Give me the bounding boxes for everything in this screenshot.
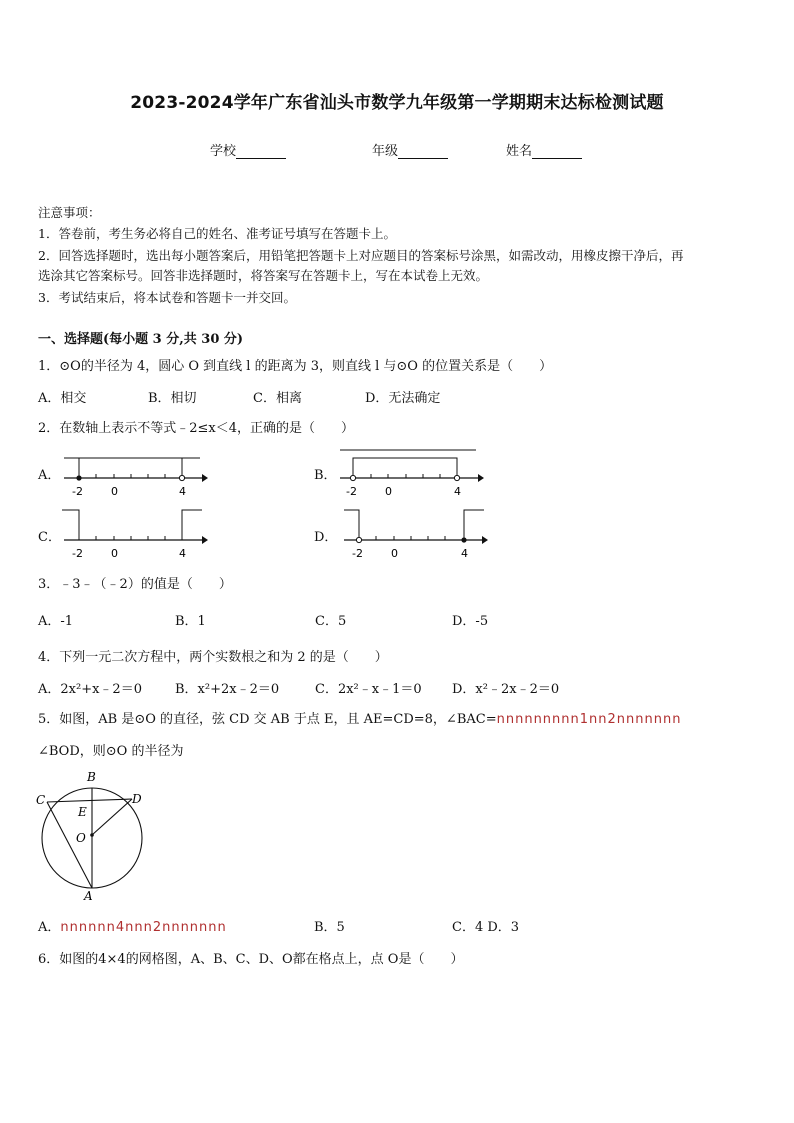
q5-option-a-prefix: A． <box>38 920 61 935</box>
q4-option-b: B．x²+2x﹣2＝0 <box>175 682 280 697</box>
page-title: 2023-2024学年广东省汕头市数学九年级第一学期期末达标检测试题 <box>130 93 664 113</box>
tick-label: -2 <box>352 547 363 560</box>
note-2a: 2．回答选择题时，选出每小题答案后，用铅笔把答题卡上对应题目的答案标号涂黑，如需改动，用橡皮擦干净后，再 <box>38 248 684 263</box>
school-blank <box>236 146 286 159</box>
name-field <box>506 140 582 159</box>
name-label: 姓名 <box>506 144 533 159</box>
q3-option-b: B．1 <box>175 614 206 629</box>
q3-stem: 3．﹣3﹣（﹣2）的值是（ ） <box>38 577 232 592</box>
note-1: 1．答卷前，考生务必将自己的姓名、准考证号填写在答题卡上。 <box>38 226 396 241</box>
q6-stem: 6．如图的4×4的网格图，A、B、C、D、O都在格点上，点 O是（ ） <box>38 952 464 967</box>
tick-label: 0 <box>111 485 118 498</box>
q1-option-c: C．相离 <box>253 391 302 406</box>
tick-label: 4 <box>179 547 186 560</box>
q5-stem-text: 5．如图，AB 是⊙O 的直径，弦 CD 交 AB 于点 E，且 AE=CD=8，∠BAC= <box>38 712 497 727</box>
tick-label: 0 <box>391 547 398 560</box>
q4-option-c: C．2x²﹣x﹣1＝0 <box>315 682 422 697</box>
number-line-b <box>336 446 486 498</box>
section-heading: 一、选择题(每小题 3 分,共 30 分) <box>38 332 244 347</box>
number-line-a <box>60 446 210 498</box>
school-field <box>210 140 286 159</box>
point-label-a: A <box>84 889 93 902</box>
q5-option-a <box>38 916 227 935</box>
q2-option-d: D． <box>314 530 338 545</box>
q4-stem: 4．下列一元二次方程中，两个实数根之和为 2 的是（ ） <box>38 650 388 665</box>
grade-label: 年级 <box>372 144 399 159</box>
number-line-d <box>340 506 490 560</box>
q5-option-cd: C．4 D．3 <box>452 920 520 935</box>
tick-label: -2 <box>72 485 83 498</box>
grade-field <box>372 140 448 159</box>
school-label: 学校 <box>210 144 237 159</box>
point-label-e: E <box>78 805 87 819</box>
q5-option-b: B．5 <box>314 920 345 935</box>
point-label-o: O <box>76 831 86 845</box>
q2-option-c: C． <box>38 530 61 545</box>
notes-heading: 注意事项： <box>38 205 101 220</box>
q1-option-a: A．相交 <box>38 391 87 406</box>
q1-option-b: B．相切 <box>148 391 197 406</box>
q1-option-d: D．无法确定 <box>365 391 441 406</box>
grade-blank <box>398 146 448 159</box>
q3-option-c: C．5 <box>315 614 347 629</box>
q5-stem-cont: ∠BOD，则⊙O 的半径为 <box>38 744 184 759</box>
point-label-d: D <box>132 792 142 806</box>
name-blank <box>532 146 582 159</box>
note-2b: 选涂其它答案标号。回答非选择题时，将答案写在答题卡上，写在本试卷上无效。 <box>38 268 489 283</box>
tick-label: 0 <box>385 485 392 498</box>
tick-label: 4 <box>179 485 186 498</box>
q5-stem <box>38 708 681 727</box>
q2-stem: 2．在数轴上表示不等式﹣2≤x＜4，正确的是（ ） <box>38 421 355 436</box>
q3-option-d: D．-5 <box>452 614 489 629</box>
q4-option-a: A．2x²+x﹣2＝0 <box>38 682 142 697</box>
q1-stem: 1．⊙O的半径为 4，圆心 O 到直线 l 的距离为 3，则直线 l 与⊙O 的位置关系是（ ） <box>38 359 553 374</box>
tick-label: -2 <box>72 547 83 560</box>
tick-label: 0 <box>111 547 118 560</box>
point-label-c: C <box>36 793 46 807</box>
q2-option-a: A． <box>38 468 61 483</box>
q3-option-a: A．-1 <box>38 614 74 629</box>
tick-label: -2 <box>346 485 357 498</box>
tick-label: 4 <box>461 547 468 560</box>
note-3: 3．考试结束后，将本试卷和答题卡一并交回。 <box>38 290 296 305</box>
point-label-b: B <box>87 770 96 784</box>
q5-circle-figure <box>32 766 152 902</box>
number-line-c <box>60 506 210 560</box>
q4-option-d: D．x²﹣2x﹣2＝0 <box>452 682 560 697</box>
q5-garbled-formula: nnnnnnnnn1nn2nnnnnnn <box>496 712 682 727</box>
tick-label: 4 <box>454 485 461 498</box>
q5-option-a-garbled: nnnnnn4nnn2nnnnnnn <box>60 920 227 935</box>
q2-option-b: B． <box>314 468 337 483</box>
